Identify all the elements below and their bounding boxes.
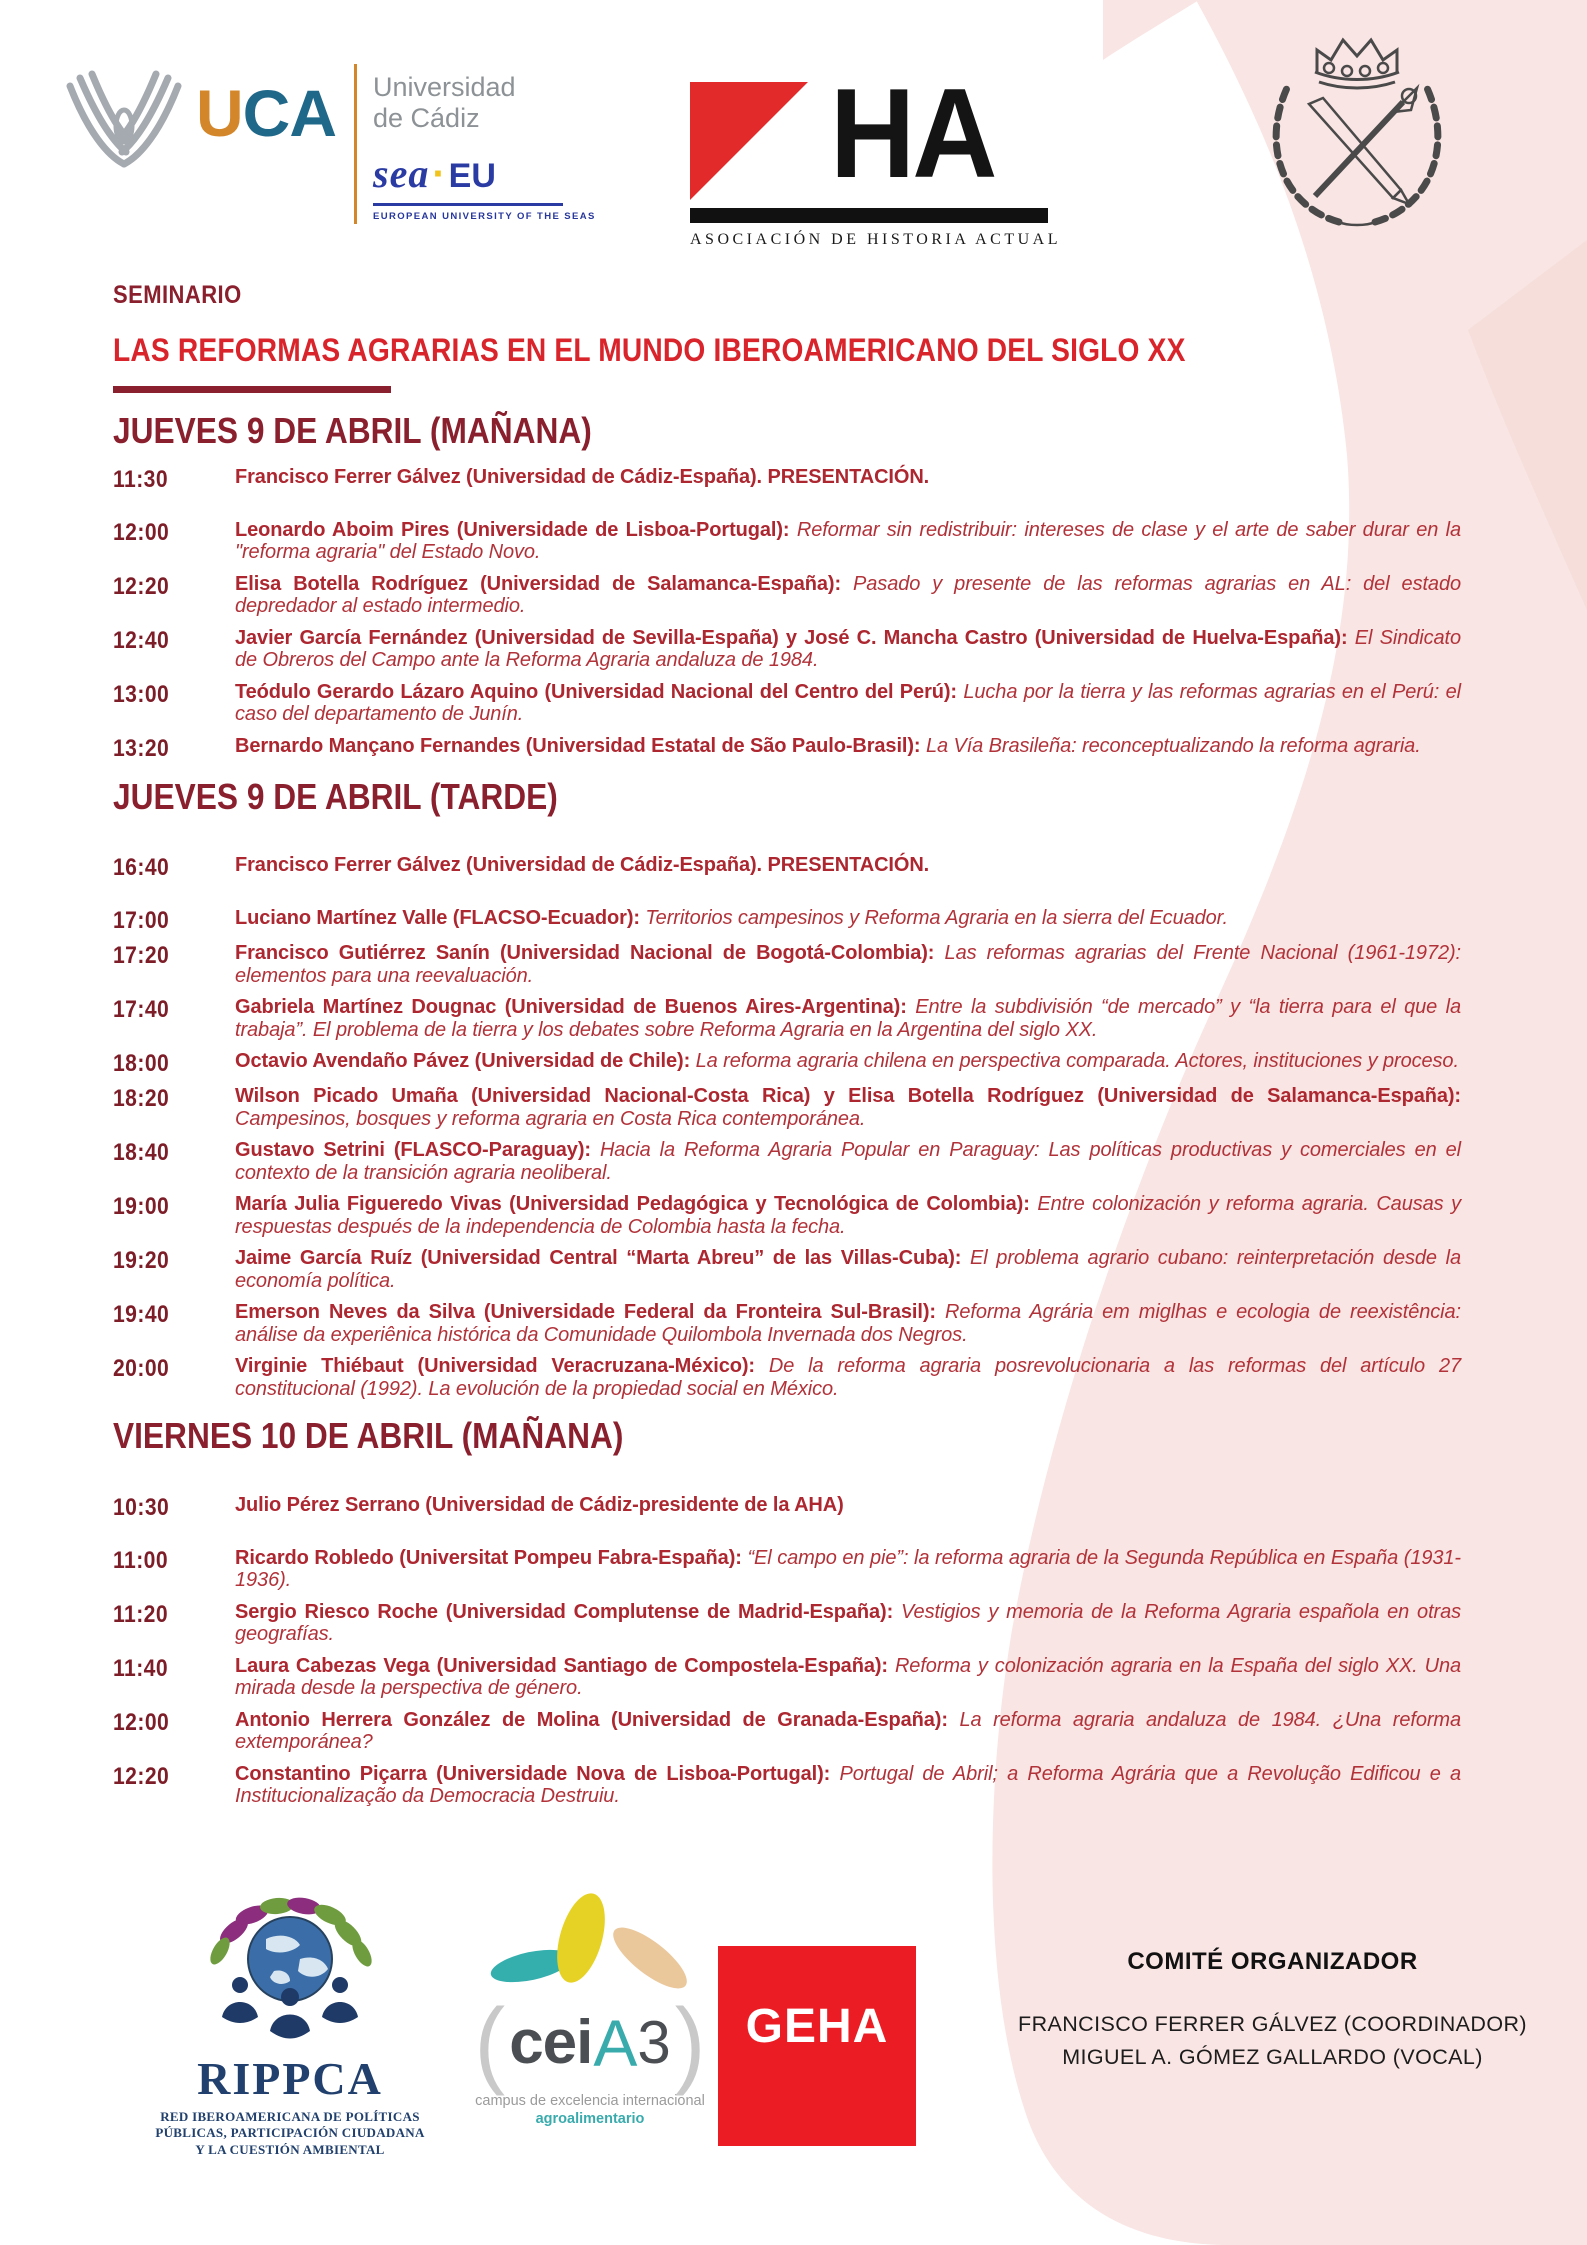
schedule-entry (113, 1193, 1465, 1238)
entry-time: 17:00 (113, 907, 170, 935)
entry-time: 11:40 (113, 1654, 169, 1682)
entry-speaker: Francisco Ferrer Gálvez (Universidad de Cádiz-España). PRESENTACIÓN. (235, 465, 930, 488)
entry-talk-title: Vestigios y memoria de la Reforma Agraria española en otras geografías. (235, 1600, 1462, 1646)
entry-talk-title: Lucha por la tierra y las reformas agrarias en el Perú: el caso del departamento de Junín. (235, 680, 1461, 726)
entry-text (235, 681, 1465, 726)
entry-talk-title: Reforma y colonización agraria en la España del siglo XX. Una mirada desde la perspectiva de género. (235, 1654, 1461, 1700)
schedule-entry (113, 996, 1465, 1041)
entry-speaker: Bernardo Mançano Fernandes (Universidad Estatal de São Paulo-Brasil): (235, 734, 921, 757)
uca-bird-icon (58, 68, 190, 188)
schedule-entry (113, 1763, 1465, 1808)
entry-time: 18:20 (113, 1085, 170, 1113)
entry-text (235, 907, 1465, 933)
schedule-entry (113, 735, 1465, 761)
schedule-entry (113, 1601, 1465, 1646)
entry-text (235, 854, 1465, 880)
entry-talk-title: La reforma agraria chilena en perspectiva comparada. Actores, instituciones y proceso. (695, 1050, 1459, 1073)
entry-text (235, 942, 1465, 987)
session (113, 1416, 1465, 1808)
sea-eu-script: sea (373, 151, 430, 197)
aha-red-triangle-icon (690, 82, 808, 200)
entry-speaker: Julio Pérez Serrano (Universidad de Cádiz-presidente de la AHA) (235, 1493, 844, 1516)
committee-coordinator: FRANCISCO FERRER GÁLVEZ (COORDINADOR) (1018, 2012, 1527, 2036)
ceia3-subtagline: agroalimentario (535, 2111, 645, 2127)
schedule-entry (113, 1494, 1465, 1520)
geha-logo (718, 1946, 916, 2146)
entry-speaker: Teódulo Gerardo Lázaro Aquino (Universidad Nacional del Centro del Perú): (235, 680, 957, 703)
sea-eu-logo (373, 150, 596, 222)
entry-time: 11:20 (113, 1600, 169, 1628)
entry-time: 13:20 (113, 734, 170, 762)
schedule-entry (113, 519, 1465, 564)
entry-speaker: Francisco Gutiérrez Sanín (Universidad Nacional de Bogotá-Colombia): (235, 942, 935, 965)
sea-eu-tagline: EUROPEAN UNIVERSITY OF THE SEAS (373, 211, 596, 223)
entry-talk-title: Reforma Agrária em miglhas e ecologia de reexistência: análise da experiênica histórica da Comunidade Quilombola Invernada dos Negros. (235, 1301, 1461, 1346)
organizing-committee (1000, 1948, 1545, 2075)
entry-time: 12:40 (113, 626, 170, 654)
entry-time: 19:00 (113, 1193, 170, 1221)
entry-text (235, 1085, 1465, 1130)
entry-time: 16:40 (113, 854, 170, 882)
geha-wordmark: GEHA (745, 1999, 889, 2053)
laurel-crown-crest-icon (1243, 26, 1471, 234)
committee-vocal: MIGUEL A. GÓMEZ GALLARDO (VOCAL) (1062, 2045, 1483, 2070)
aha-logo (690, 62, 1061, 249)
schedule-entry (113, 942, 1465, 987)
schedule-entry (113, 1301, 1465, 1346)
schedule-entry (113, 1655, 1465, 1700)
entry-text (235, 996, 1465, 1041)
entry-time: 12:20 (113, 572, 170, 600)
entry-speaker: Virginie Thiébaut (Universidad Veracruzana-México): (235, 1355, 755, 1378)
entry-text (235, 1301, 1465, 1346)
entry-speaker: Elisa Botella Rodríguez (Universidad de Salamanca-España): (235, 572, 842, 595)
entry-text (235, 1247, 1465, 1292)
schedule-entry (113, 1085, 1465, 1130)
entry-text (235, 573, 1465, 618)
entry-speaker: Luciano Martínez Valle (FLACSO-Ecuador): (235, 907, 640, 930)
entry-time: 13:00 (113, 680, 170, 708)
entry-speaker: Antonio Herrera González de Molina (Universidad de Granada-España): (235, 1708, 948, 1731)
schedule-entry (113, 907, 1465, 933)
entry-speaker: Wilson Picado Umaña (Universidad Nacional-Costa Rica) y Elisa Botella Rodríguez (Universidad de Salamanca-España): (235, 1085, 1461, 1108)
schedule-entry (113, 681, 1465, 726)
rippca-logo (128, 1893, 452, 2158)
entry-time: 17:20 (113, 942, 170, 970)
entry-time: 18:40 (113, 1139, 170, 1167)
title-underline-bar (113, 386, 391, 393)
entry-time: 12:20 (113, 1762, 170, 1790)
entry-time: 19:20 (113, 1247, 170, 1275)
entry-talk-title: Entre la subdivisión “de mercado” y “la tierra para el que la trabaja”. El problema de la tierra y los debates sobre Reforma Agraria en la Argentina del siglo XX. (235, 996, 1461, 1041)
session-heading: VIERNES 10 DE ABRIL (MAÑANA) (113, 1415, 624, 1457)
entry-talk-title: Hacia la Reforma Agraria Popular en Paraguay: Las políticas productivas y comerciales en el contexto de la transición agraria neoliberal. (235, 1139, 1461, 1184)
aha-caption: ASOCIACIÓN DE HISTORIA ACTUAL (690, 231, 1061, 248)
ceia3-wordmark: ( cei A 3 ) (474, 1989, 706, 2097)
session (113, 411, 1465, 761)
schedule-entry (113, 466, 1465, 492)
uca-divider (354, 64, 357, 224)
entry-speaker: Jaime García Ruíz (Universidad Central “Marta Abreu” de las Villas-Cuba): (235, 1247, 962, 1270)
entry-speaker: Emerson Neves da Silva (Universidade Federal da Fronteira Sul-Brasil): (235, 1301, 936, 1324)
entry-time: 11:30 (113, 465, 169, 493)
schedule-entry (113, 854, 1465, 880)
entry-talk-title: La Vía Brasileña: reconceptualizando la reforma agraria. (925, 734, 1421, 757)
entry-text (235, 1355, 1465, 1400)
schedule-entry (113, 1355, 1465, 1400)
schedule-entry (113, 1050, 1465, 1076)
entry-text (235, 1601, 1465, 1646)
globe-people-wreath-icon (182, 1893, 398, 2045)
entry-talk-title: Las reformas agrarias del Frente Nacional (1961-1972): elementos para una reevaluación. (235, 942, 1462, 987)
entry-talk-title: Territorios campesinos y Reforma Agraria en la sierra del Ecuador. (645, 907, 1228, 930)
ceia3-tagline: campus de excelencia internacional (475, 2093, 705, 2109)
entry-talk-title: El problema agrario cubano: reinterpretación desde la economía política. (235, 1247, 1462, 1292)
schedule (113, 411, 1465, 1808)
seminar-label: SEMINARIO (113, 281, 242, 309)
committee-names (1000, 2008, 1545, 2075)
schedule-entry (113, 627, 1465, 672)
entry-talk-title: Reformar sin redistribuir: intereses de clase y el arte de saber durar en la "reforma agraria" del Estado Novo. (235, 518, 1461, 564)
entry-text (235, 519, 1465, 564)
entry-talk-title: “El campo en pie”: la reforma agraria de la Segunda República en España (1931-1936). (235, 1546, 1461, 1592)
entry-speaker: Francisco Ferrer Gálvez (Universidad de Cádiz-España). PRESENTACIÓN. (235, 854, 930, 877)
entry-speaker: Javier García Fernández (Universidad de Sevilla-España) y José C. Mancha Castro (Universidad de Huelva-España): (235, 626, 1348, 649)
entry-text (235, 1547, 1465, 1592)
entry-time: 10:30 (113, 1493, 170, 1521)
session (113, 777, 1465, 1401)
schedule-entry (113, 1547, 1465, 1592)
committee-heading: COMITÉ ORGANIZADOR (1127, 1948, 1418, 1975)
entry-talk-title: Entre colonización y reforma agraria. Causas y respuestas después de la independencia de Colombia hasta la fecha. (235, 1193, 1461, 1238)
entry-talk-title: De la reforma agraria posrevolucionaria a las reformas del artículo 27 constitucional (1992). La evolución de la propiedad social en México. (235, 1355, 1461, 1400)
entry-talk-title: Campesinos, bosques y reforma agraria en Costa Rica contemporánea. (235, 1107, 866, 1130)
entry-time: 17:40 (113, 996, 170, 1024)
entry-speaker: María Julia Figueredo Vivas (Universidad Pedagógica y Tecnológica de Colombia): (235, 1193, 1030, 1216)
schedule-entry (113, 1709, 1465, 1754)
sea-eu-rule (373, 203, 563, 206)
entry-text (235, 466, 1465, 492)
schedule-entry (113, 1247, 1465, 1292)
entry-talk-title: La reforma agraria andaluza de 1984. ¿Una reforma extemporánea? (235, 1708, 1461, 1754)
uca-acronym: UCA (196, 76, 336, 150)
entry-time: 18:00 (113, 1050, 170, 1078)
session-heading: JUEVES 9 DE ABRIL (MAÑANA) (113, 410, 592, 451)
entry-text (235, 1763, 1465, 1808)
sea-eu-acronym: EU (448, 157, 496, 196)
rippca-wordmark: RIPPCA (197, 2053, 383, 2104)
program-body (113, 281, 1465, 1817)
schedule-entry (113, 573, 1465, 618)
ceia3-petals-icon (420, 1890, 760, 1995)
entry-time: 20:00 (113, 1355, 170, 1383)
page-title: LAS REFORMAS AGRARIAS EN EL MUNDO IBEROAMERICANO DEL SIGLO XX (113, 332, 1186, 368)
entry-speaker: Sergio Riesco Roche (Universidad Complutense de Madrid-España): (235, 1600, 894, 1623)
ceia3-logo (420, 1890, 760, 2127)
uca-logo (58, 50, 596, 224)
entry-text (235, 1655, 1465, 1700)
entry-speaker: Leonardo Aboim Pires (Universidade de Lisboa-Portugal): (235, 518, 790, 541)
entry-speaker: Constantino Piçarra (Universidade Nova de Lisboa-Portugal): (235, 1762, 831, 1785)
entry-talk-title: El Sindicato de Obreros del Campo ante la Reforma Agraria andaluza de 1984. (235, 626, 1461, 672)
aha-acronym: HA (830, 62, 995, 205)
rippca-tagline: RED IBEROAMERICANA DE POLÍTICAS PÚBLICAS, PARTICIPACIÓN CIUDADANA Y LA CUESTIÓN AMBIENTAL (155, 2109, 425, 2157)
entry-speaker: Ricardo Robledo (Universitat Pompeu Fabra-España): (235, 1546, 742, 1569)
schedule-entry (113, 1139, 1465, 1184)
entry-text (235, 735, 1465, 761)
entry-talk-title: Portugal de Abril; a Reforma Agrária que a Revolução Edificou e a Institucionalização da Democracia Destruiu. (235, 1762, 1461, 1808)
entry-text (235, 627, 1465, 672)
entry-text (235, 1139, 1465, 1184)
entry-speaker: Octavio Avendaño Pávez (Universidad de Chile): (235, 1050, 691, 1073)
uca-name: Universidad de Cádiz (373, 72, 516, 134)
entry-text (235, 1709, 1465, 1754)
session-heading: JUEVES 9 DE ABRIL (TARDE) (113, 775, 558, 817)
sea-eu-dot-icon: · (432, 152, 446, 197)
entry-talk-title: Pasado y presente de las reformas agrarias en AL: del estado depredador al estado intermedio. (235, 572, 1461, 618)
entry-text (235, 1494, 1465, 1520)
entry-text (235, 1193, 1465, 1238)
entry-time: 11:00 (113, 1546, 169, 1574)
entry-speaker: Gustavo Setrini (FLASCO-Paraguay): (235, 1139, 591, 1162)
entry-speaker: Laura Cabezas Vega (Universidad Santiago de Compostela-España): (235, 1654, 888, 1677)
entry-time: 12:00 (113, 1708, 170, 1736)
aha-underline-bar (690, 208, 1048, 223)
entry-speaker: Gabriela Martínez Dougnac (Universidad de Buenos Aires-Argentina): (235, 996, 907, 1019)
entry-time: 12:00 (113, 518, 170, 546)
entry-text (235, 1050, 1465, 1076)
entry-time: 19:40 (113, 1301, 170, 1329)
